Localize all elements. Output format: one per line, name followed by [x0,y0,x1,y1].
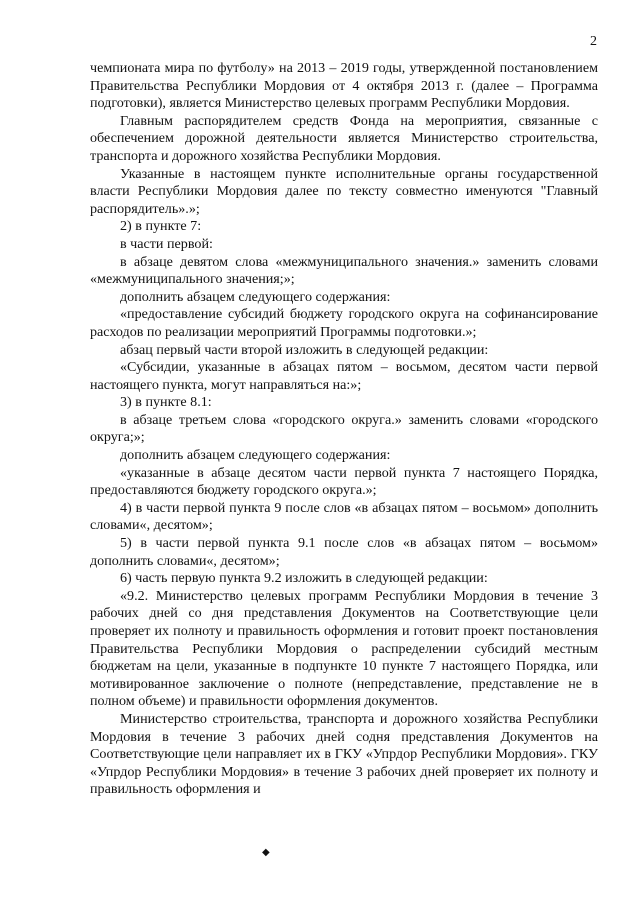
paragraph-8: «предоставление субсидий бюджету городского округа на софинансирование расходов по реализации мероприятий Программы подготовки.»; [90,306,598,340]
paragraph-17: 6) часть первую пункта 9.2 изложить в следующей редакции: [120,570,488,587]
scan-mark-dot: ◆ [262,847,270,858]
paragraph-13: дополнить абзацем следующего содержания: [120,447,391,464]
paragraph-1: чемпионата мира по футболу» на 2013 – 2019 годы, утвержденной постановлением Правительства Республики Мордовия от 4 октября 2013 г. (далее – Программа подготовки), является Министерство целевых программ Республики Мордовия. [90,60,598,112]
document-body [90,60,598,799]
paragraph-9: абзац первый части второй изложить в следующей редакции: [120,341,489,358]
paragraph-11: 3) в пункте 8.1: [120,394,212,411]
paragraph-12: в абзаце третьем слова «городского округа.» заменить словами «городского округа;»; [90,411,598,446]
paragraph-16: 5) в части первой пункта 9.1 после слов «в абзацах пятом – восьмом» дополнить словами«, десятом»; [90,535,598,569]
paragraph-15: 4) в части первой пункта 9 после слов «в абзацах пятом – восьмом» дополнить словами«, десятом»; [90,499,598,534]
paragraph-2: Главным распорядителем средств Фонда на мероприятия, связанные с обеспечением дорожной деятельности является Министерство строительства, транспорта и дорожного хозяйства Республики Мордовия. [90,112,598,164]
paragraph-4: 2) в пункте 7: [120,218,202,235]
paragraph-14: «указанные в абзаце десятом части первой пункта 7 настоящего Порядка, предоставляются бюджету городского округа.»; [90,464,598,499]
paragraph-18: «9.2. Министерство целевых программ Республики Мордовия в течение 3 рабочих дней со дня представления Документов на Соответствующие цели проверяет их полноту и правильность оформления и готовит проект постановления Правительства Республики Мордовия о распределении субсидий местным бюджетам на цели, указанные в подпункте 10 пункте 7 настоящего Порядка, или мотивированное заключение о полноте (непредставление, представление не в полном объеме) и правильности оформления документов. [90,587,598,710]
paragraph-7: дополнить абзацем следующего содержания: [120,288,391,305]
paragraph-5: в части первой: [120,235,213,252]
page-number: 2 [590,34,597,49]
paragraph-3: Указанные в настоящем пункте исполнительные органы государственной власти Республики Мордовия далее по тексту совместно именуются "Главный распорядитель».»; [90,165,598,217]
paragraph-10: «Субсидии, указанные в абзацах пятом – восьмом, десятом части первой настоящего пункта, могут направляться на:»; [90,359,598,393]
paragraph-19: Министерство строительства, транспорта и дорожного хозяйства Республики Мордовия в течение 3 рабочих дней содня представления Документов на Соответствующие цели направляет их в ГКУ «Упрдор Республики Мордовия». ГКУ «Упрдор Республики Мордовия» в течение 3 рабочих дней проверяет их полноту и правильность оформления и [90,710,598,798]
paragraph-6: в абзаце девятом слова «межмуниципального значения.» заменить словами «межмуниципального значения;»; [90,253,598,288]
